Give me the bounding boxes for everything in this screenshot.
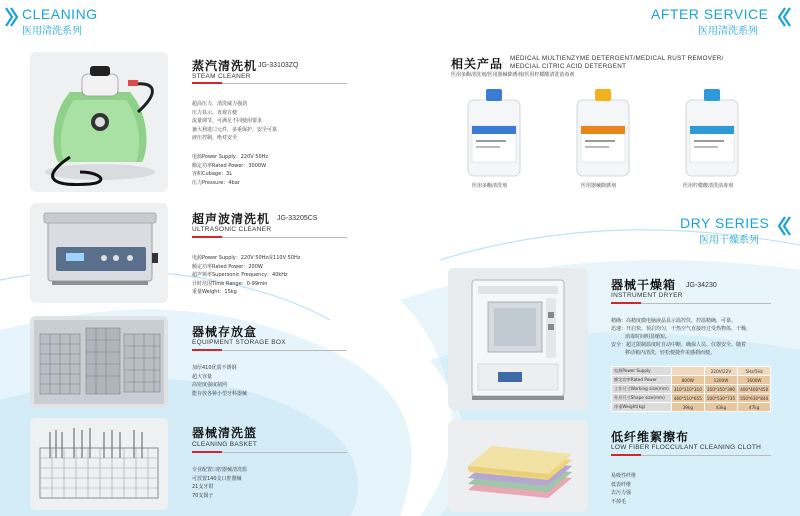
spec-line: 超声频率Supersonic Frequency：40kHz xyxy=(192,272,288,278)
bottle-citric-acid xyxy=(676,86,748,178)
spec-line: 电源Power Supply：220V 50Hz或110V 50Hz xyxy=(192,255,301,261)
feature-line: 高密度强度制网 xyxy=(192,382,228,388)
feature-line: 可放置140支口腔器械 xyxy=(192,475,242,482)
table-row xyxy=(612,385,771,394)
storage-box-name-en: EQUIPMENT STORAGE BOX xyxy=(192,339,286,346)
instrument-dryer-photo xyxy=(448,268,588,410)
chevron-right-icon xyxy=(4,6,18,28)
cleaning-basket-name-cn: 器械清洗篮 xyxy=(192,426,258,440)
dryer-spec-table xyxy=(611,366,771,412)
feature-line: 流量调节，可满足不同使用要求 xyxy=(192,118,263,124)
feature-line: 精确：高精度微电脑液晶显示温控仪，控温精确、可靠。 xyxy=(611,318,737,324)
divider-accent xyxy=(192,349,222,351)
table-cell: 800W xyxy=(671,376,704,385)
section-subtitle-cleaning: 医用清洗系列 xyxy=(22,26,82,37)
feature-line: 消毒时间明显缩短。 xyxy=(625,334,671,340)
feature-line: 迅速：开启快，预启均匀，干热空气直接经过受热物体，干燥、 xyxy=(611,326,752,332)
subtitle-line: 医用多酶清洗剂/医用器械除锈剂/医用柠檬酸清洗消毒剂 xyxy=(451,72,575,78)
divider-accent xyxy=(611,454,641,456)
storage-box-name-cn: 器械存放盒 xyxy=(192,325,258,339)
table-cell-label: 工作尺寸Working size(mm) xyxy=(612,385,672,394)
spec-line: 额定功率Rated Power：200W xyxy=(192,263,263,270)
table-cell: 550*630*840 xyxy=(738,394,771,403)
section-subtitle-dry-series: 医用干燥系列 xyxy=(699,235,759,246)
table-cell: 39kg xyxy=(671,403,704,412)
feature-line: 21支牙钳 xyxy=(192,484,214,490)
chevron-left-icon xyxy=(778,6,792,28)
cloth-name-cn: 低纤维絮擦布 xyxy=(611,430,690,444)
table-cell: 47kg xyxy=(738,403,771,412)
feature-line: 兼大利进口元件，多重保护，安全可靠 xyxy=(192,126,278,133)
steam-cleaner-features xyxy=(192,100,277,143)
feature-line: 超大容量 xyxy=(192,373,213,380)
feature-line: 不掉毛 xyxy=(611,498,627,505)
table-cell: 500*530*735 xyxy=(704,394,737,403)
ultrasonic-cleaner-name-en: ULTRASONIC CLEANER xyxy=(192,226,272,233)
table-cell xyxy=(671,367,704,376)
feature-line: 能存放各种小型牙科器械 xyxy=(192,390,248,397)
dryer-features xyxy=(611,317,751,357)
related-products-subtitle xyxy=(451,71,574,80)
feature-line: 加厚410优质不锈钢 xyxy=(192,365,237,371)
table-cell: 43kg xyxy=(704,403,737,412)
section-title-after-service: AFTER SERVICE xyxy=(651,6,769,22)
spec-line: 计时范围Time Range：0-99min xyxy=(192,280,268,287)
dryer-code: JG-34230 xyxy=(686,282,717,289)
divider-accent xyxy=(611,302,641,304)
table-cell: 5Hz/5Hz xyxy=(738,367,771,376)
table-cell: 310*310*310 xyxy=(671,385,704,394)
feature-line: 70支镊子 xyxy=(192,492,214,499)
spec-line: 容积Cubage：3L xyxy=(192,171,233,177)
table-row xyxy=(612,394,771,403)
section-title-cleaning: CLEANING xyxy=(22,6,98,22)
feature-line: 液压控制，绝对安全 xyxy=(192,135,238,141)
bottle-multienzyme xyxy=(458,86,530,178)
storage-box-features xyxy=(192,364,247,398)
table-row xyxy=(612,376,771,385)
table-cell-label: 额定功率Rated Power xyxy=(612,376,672,385)
table-cell-label: 电源Power Supply xyxy=(612,367,672,376)
cleaning-cloth-photo xyxy=(448,420,588,512)
dryer-name-en: INSTRUMENT DRYER xyxy=(611,292,683,299)
divider-accent xyxy=(192,236,222,238)
bottle-caption-rust-remover: 医用器械除锈剂 xyxy=(581,183,617,189)
steam-cleaner-photo xyxy=(30,52,168,192)
cleaning-basket-photo xyxy=(30,418,168,510)
spec-line: 压力Pressure：4bar xyxy=(192,179,240,186)
spec-line: 额定功率Rated Power：3000W xyxy=(192,162,267,169)
chevron-left-icon xyxy=(778,215,792,237)
feature-line: 压力显示，直观方便 xyxy=(192,109,238,116)
divider-accent xyxy=(192,82,222,84)
bottle-rust-remover xyxy=(567,86,639,178)
cloth-features xyxy=(611,472,636,506)
ultrasonic-cleaner-code: JG-33205CS xyxy=(277,215,318,222)
table-cell: 1200W xyxy=(704,376,737,385)
table-cell-label: 净重Weight(kg) xyxy=(612,403,672,412)
spec-line: 重量Weight：15kg xyxy=(192,289,237,295)
table-row xyxy=(612,403,771,412)
ultrasonic-cleaner-specs xyxy=(192,254,300,297)
feature-line: 安全：超过限制温度时自动中断，确保人员、仪器安全。随着 xyxy=(611,342,747,348)
bottle-caption-multienzyme: 医用多酶清洗剂 xyxy=(472,183,508,189)
feature-line: 易吸性纤维 xyxy=(611,473,637,479)
table-cell: 400*400*450 xyxy=(738,385,771,394)
table-cell: 460*510*655 xyxy=(671,394,704,403)
steam-cleaner-name-en: STEAM CLEANER xyxy=(192,73,251,80)
feature-line: 去污力强 xyxy=(611,490,632,496)
ultrasonic-cleaner-photo xyxy=(30,203,168,303)
table-cell: 1600W xyxy=(738,376,771,385)
related-products-title-cn: 相关产品 xyxy=(451,57,504,71)
steam-cleaner-name-cn: 蒸汽清洗机 xyxy=(192,59,258,73)
table-cell: 220V/22V xyxy=(704,367,737,376)
table-cell: 350*350*390 xyxy=(704,385,737,394)
feature-line: 移动箱内清洗，轻松便捷作美感刹而便。 xyxy=(625,350,716,356)
divider-accent xyxy=(192,451,222,453)
dryer-name-cn: 器械干燥箱 xyxy=(611,278,677,292)
feature-line: 低表纤维 xyxy=(611,481,632,488)
cloth-name-en: LOW FIBER FLOCCULANT CLEANING CLOTH xyxy=(611,444,762,451)
section-title-dry-series: DRY SERIES xyxy=(680,215,770,231)
steam-cleaner-specs xyxy=(192,153,268,187)
cleaning-basket-name-en: CLEANING BASKET xyxy=(192,441,258,448)
related-products-title-en-1: MEDICAL MULTIENZYME DETERGENT/MEDICAL RUST REMOVER/ xyxy=(510,55,724,62)
cleaning-basket-features xyxy=(192,466,247,500)
table-row xyxy=(612,367,771,376)
storage-box-photo xyxy=(30,316,168,408)
table-cell-label: 外形尺寸Shape size(mm) xyxy=(612,394,672,403)
section-subtitle-after-service: 医用清洗系列 xyxy=(698,26,758,37)
bottle-caption-citric-acid: 医用柠檬酸清洗消毒剂 xyxy=(683,183,734,189)
steam-cleaner-code: JG-33103ZQ xyxy=(258,62,299,69)
feature-line: 超高压力，清洗威力强劲 xyxy=(192,101,248,107)
spec-line: 电源Power Supply：220V 50Hz xyxy=(192,154,269,160)
ultrasonic-cleaner-name-cn: 超声波清洗机 xyxy=(192,212,271,226)
related-products-title-en-2: MEDCIAL CITRIC ACID DETERGENT xyxy=(510,63,627,70)
feature-line: 专业配置口腔器械清洗篮 xyxy=(192,467,248,473)
